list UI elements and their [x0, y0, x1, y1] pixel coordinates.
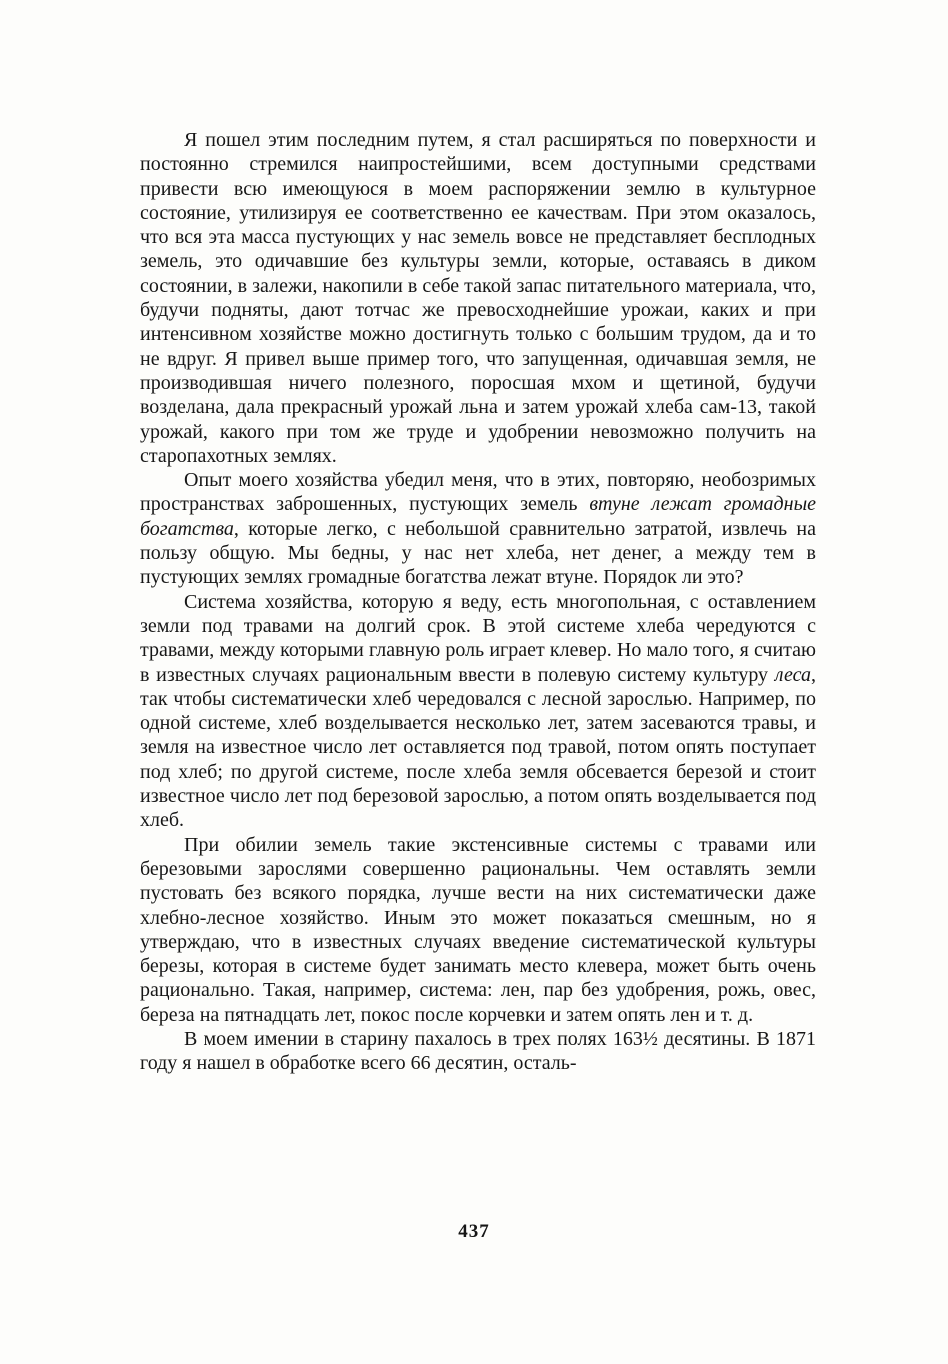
paragraph-1: [140, 128, 816, 468]
paragraph-3-text-end: , так чтобы систематически хлеб чередовался с лесной зарослью. Например, по одной системе, хлеб возделывается несколько лет, затем засеваются травы, и земля на известное число лет оставляется под травой, потом опять поступает под хлеб; по другой системе, после хлеба земля обсевается березой и стоит известное число лет под березовой зарослью, а потом опять возделывается под хлеб.: [140, 663, 816, 832]
paragraph-2: [140, 468, 816, 589]
paragraph-3-text-start: Система хозяйства, которую я веду, есть многопольная, с оставлением земли под травами на долгий срок. В этой системе хлеба чередуются с травами, между которыми главную роль играет клевер. Но мало того, я считаю в известных случаях рациональным ввести в полевую систему культуру: [140, 590, 816, 686]
paragraph-5-text: В моем имении в старину пахалось в трех полях 163½ десятины. В 1871 году я нашел в обработке всего 66 десятин, осталь-: [140, 1027, 816, 1075]
body-text: [140, 128, 816, 1076]
paragraph-3: [140, 590, 816, 833]
paragraph-4: [140, 833, 816, 1027]
italic-phrase-riches: втуне лежат громадные богатства: [140, 493, 817, 540]
paragraph-2-text-end: , которые легко, с небольшой сравнительно затратой, извлечь на пользу общую. Мы бедны, у нас нет хлеба, нет денег, а между тем в пустующих землях громадные богатства лежат втуне. Порядок ли это?: [140, 517, 816, 589]
paragraph-2-text-start: Опыт моего хозяйства убедил меня, что в этих, повторяю, необозримых пространствах заброшенных, пустующих земель: [140, 469, 816, 516]
italic-word-forest: леса: [774, 663, 811, 686]
paragraph-4-text: При обилии земель такие экстенсивные системы с травами или березовыми зарослями совершенно рациональны. Чем оставлять земли пустовать без всякого порядка, лучше вести на них систематически даже хлебно-лесное хозяйство. Иным это может показаться смешным, но я утверждаю, что в известных случаях введение систематической культуры березы, которая в системе будет занимать место клевера, может быть очень рационально. Такая, например, система: лен, пар без удобрения, рожь, овес, береза на пятнадцать лет, покос после корчевки и затем опять лен и т. д.: [140, 833, 816, 1026]
page-number: 437: [458, 1221, 490, 1242]
paragraph-5: [140, 1027, 816, 1076]
paragraph-1-text: Я пошел этим последним путем, я стал расширяться по поверхности и постоянно стремился наипростейшими, всем доступными средствами привести всю имеющуюся в моем распоряжении землю в культурное состояние, утилизируя ее соответственно ее качествам. При этом оказалось, что вся эта масса пустующих у нас земель вовсе не представляет бесплодных земель, это одичавшие без культуры земли, которые, оставаясь в диком состоянии, в залежи, накопили в себе такой запас питательного материала, что, будучи подняты, дают тотчас же превосходнейшие урожаи, каких и при интенсивном хозяйстве можно достигнуть только с большим трудом, да и то не вдруг. Я привел выше пример того, что запущенная, одичавшая земля, не производившая ничего полезного, поросшая мхом и щетиной, будучи возделана, дала прекрасный урожай льна и затем урожай хлеба сам-13, такой урожай, какого при том же труде и удобрении невозможно получить на старопахотных землях.: [140, 129, 816, 467]
